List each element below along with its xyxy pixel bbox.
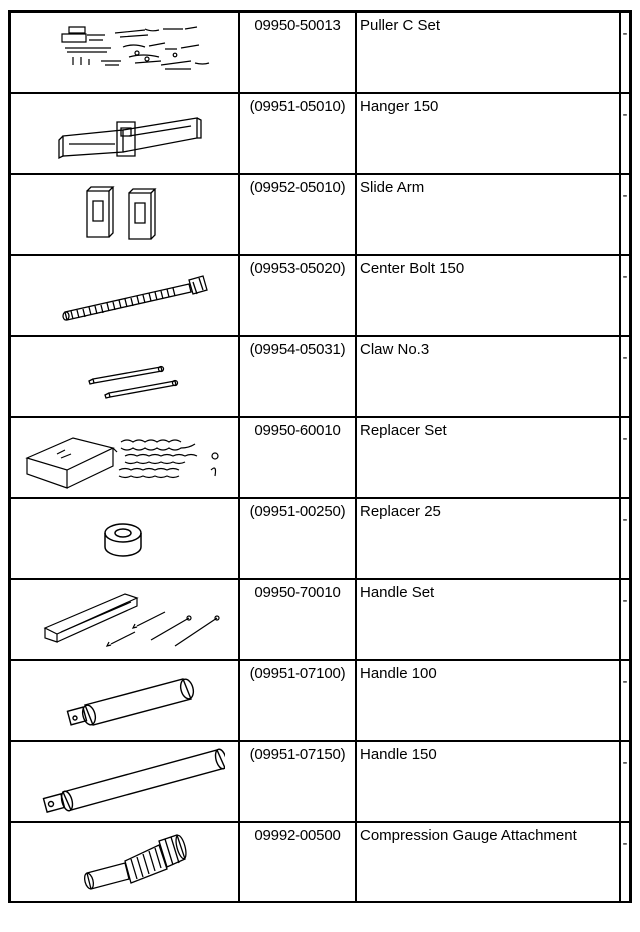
tool-image-cell [10,498,240,579]
tool-name: Slide Arm [360,179,425,196]
mark-cell [620,255,631,336]
tool-image-cell [10,741,240,822]
mark: - [622,430,628,447]
mark: - [622,268,628,285]
part-number-cell [239,822,356,902]
mark-cell [620,660,631,741]
compression-gauge-attachment-icon [25,823,225,899]
mark-cell [620,93,631,174]
tool-name-cell [356,255,620,336]
part-number-cell [239,579,356,660]
part-number: (09952-05010) [249,179,346,196]
mark: - [622,592,628,609]
part-number: 09950-50013 [254,17,341,34]
part-number-cell [239,93,356,174]
part-number: 09992-00500 [254,827,341,844]
part-number: (09951-05010) [249,98,346,115]
mark-cell [620,12,631,94]
table-row [10,336,631,417]
tool-image-cell [10,255,240,336]
part-number: 09950-70010 [254,584,341,601]
tool-name: Replacer Set [360,422,447,439]
tool-name: Claw No.3 [360,341,430,358]
tool-image-cell [10,93,240,174]
mark-cell [620,822,631,902]
mark: - [622,187,628,204]
part-number-cell [239,174,356,255]
part-number-cell [239,660,356,741]
part-number: (09951-07100) [249,665,346,682]
table-row [10,741,631,822]
mark: - [622,25,628,42]
mark-cell [620,741,631,822]
table-row [10,660,631,741]
tool-name-cell [356,174,620,255]
mark: - [622,511,628,528]
mark: - [622,835,628,852]
center-bolt-icon [25,256,225,332]
tool-name-cell [356,12,620,94]
table-row [10,174,631,255]
mark: - [622,106,628,123]
part-number-cell [239,255,356,336]
tool-name: Hanger 150 [360,98,439,115]
table-row [10,93,631,174]
tool-name: Center Bolt 150 [360,260,465,277]
tool-name-cell [356,498,620,579]
special-tool-table [8,10,632,903]
hanger-icon [25,94,225,170]
mark-cell [620,174,631,255]
table-row [10,498,631,579]
mark: - [622,754,628,771]
mark-cell [620,579,631,660]
tool-name-cell [356,336,620,417]
part-number-cell [239,498,356,579]
tool-name-cell [356,660,620,741]
mark-cell [620,336,631,417]
part-number-cell [239,417,356,498]
handle-set-icon [25,580,225,656]
slide-arm-icon [25,175,225,251]
tool-image-cell [10,822,240,902]
tool-name-cell [356,741,620,822]
mark: - [622,673,628,690]
handle-150-icon [25,742,225,818]
part-number: 09950-60010 [254,422,341,439]
tool-name-cell [356,579,620,660]
part-number: (09951-07150) [249,746,346,763]
tool-image-cell [10,417,240,498]
table-row [10,579,631,660]
tool-name-cell [356,417,620,498]
tool-name-cell [356,822,620,902]
claw-icon [25,337,225,413]
mark-cell [620,498,631,579]
part-number: (09951-00250) [249,503,346,520]
tool-name-cell [356,93,620,174]
tool-image-cell [10,660,240,741]
replacer-set-icon [17,418,233,494]
tool-name: Compression Gauge Attachment [360,827,577,844]
tool-name: Handle Set [360,584,435,601]
part-number-cell [239,12,356,94]
part-number: (09953-05020) [249,260,346,277]
table-row [10,255,631,336]
puller-set-icon [25,13,225,89]
tool-name: Puller C Set [360,17,441,34]
handle-100-icon [25,661,225,737]
mark-cell [620,417,631,498]
replacer-icon [25,499,225,575]
tool-image-cell [10,336,240,417]
part-number: (09954-05031) [249,341,346,358]
tool-name: Replacer 25 [360,503,441,520]
table-row [10,12,631,94]
part-number-cell [239,336,356,417]
tool-image-cell [10,579,240,660]
tool-image-cell [10,174,240,255]
tool-name: Handle 100 [360,665,437,682]
table-row [10,822,631,902]
tool-name: Handle 150 [360,746,437,763]
table-row [10,417,631,498]
tool-image-cell [10,12,240,94]
part-number-cell [239,741,356,822]
mark: - [622,349,628,366]
